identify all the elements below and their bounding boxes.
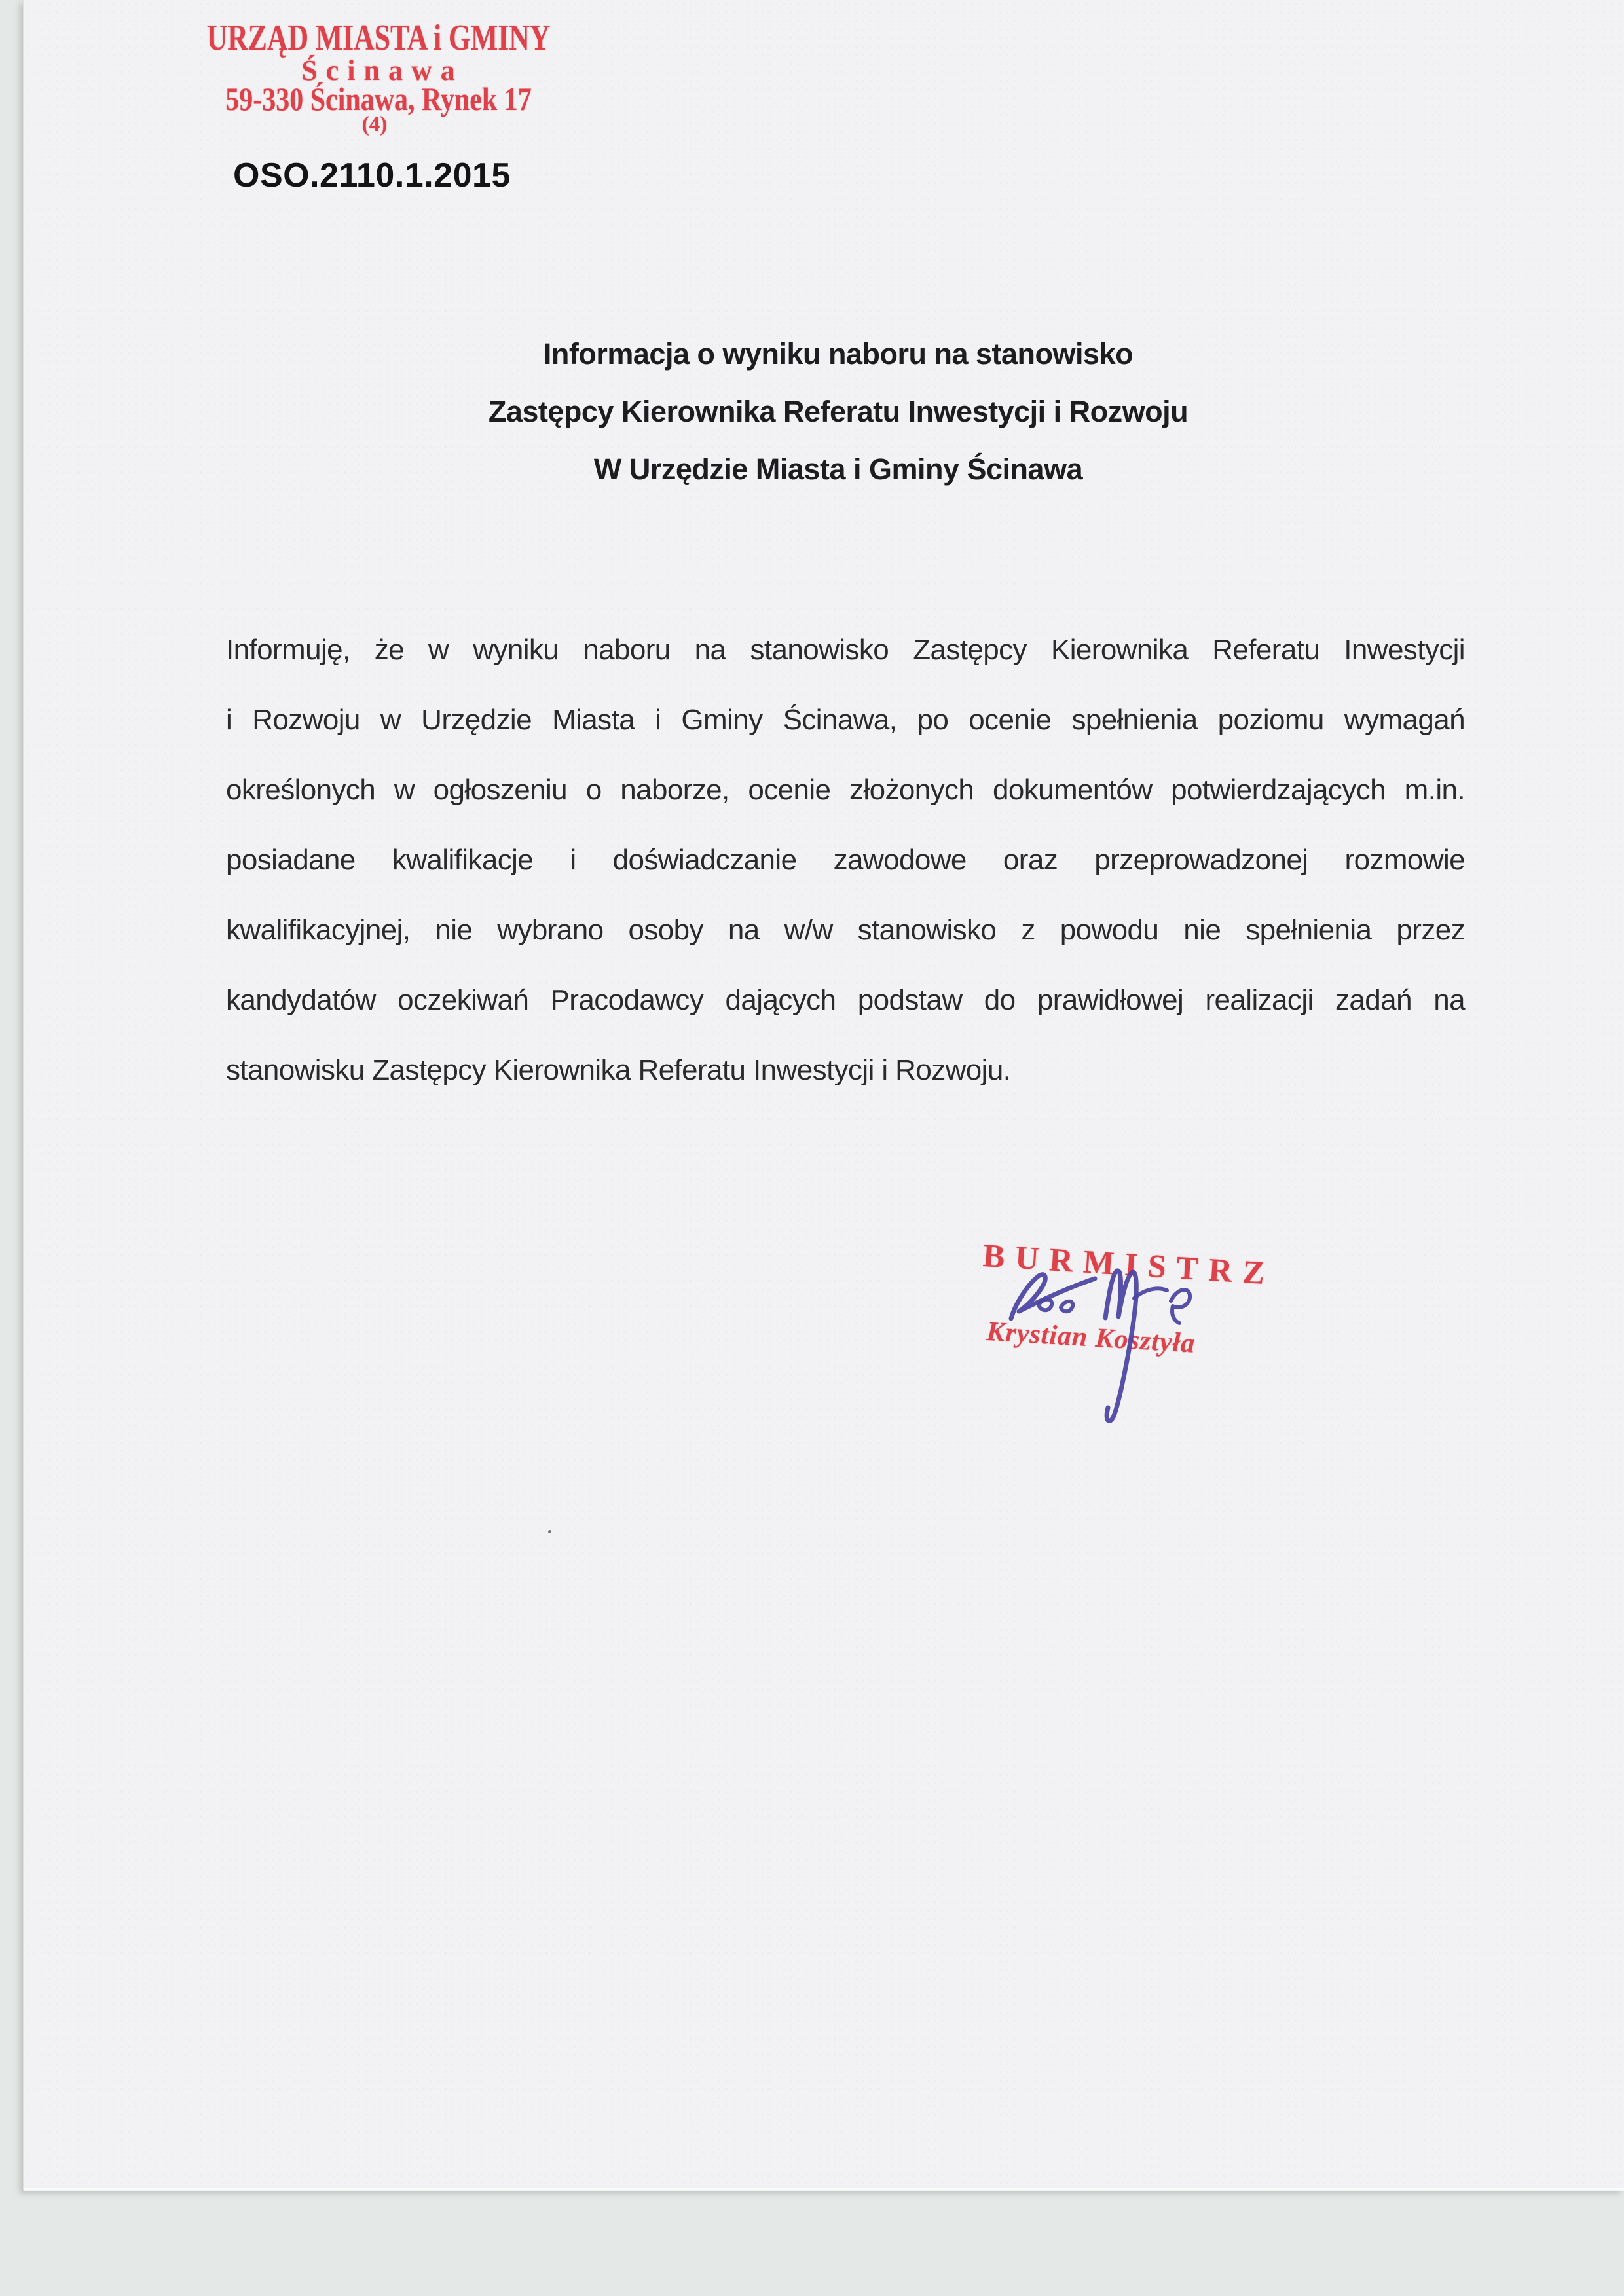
signature-stroke [1105,1271,1136,1421]
stamp-city: Ścinawa [301,54,464,86]
handwritten-signature-icon [995,1254,1211,1430]
signature-stroke [1134,1288,1190,1323]
body-line: Informuję, że w wyniku naboru na stanowisko Zastępcy Kierownika Referatu Inwestycji [226,634,1465,666]
body-line: określonych w ogłoszeniu o naborze, ocenie złożonych dokumentów potwierdzających m.in. [226,774,1465,806]
body-line: kandydatów oczekiwań Pracodawcy dających podstaw do prawidłowej realizacji zadań na [226,984,1465,1016]
signature-stroke [1011,1275,1095,1319]
mayor-name-stamp: Krystian Kosztyła [986,1316,1196,1359]
title-line: W Urzędzie Miasta i Gminy Ścinawa [593,452,1083,486]
stamp-address: 59-330 Ścinawa, Rynek 17 [225,81,532,117]
body-line: i Rozwoju w Urzędzie Miasta i Gminy Ścinawa, po ocenie spełnienia poziomu wymagań [226,704,1465,736]
signature-stroke [1039,1300,1073,1312]
stamp-office-name: URZĄD MIASTA i GMINY [206,18,551,58]
reference-number: OSO.2110.1.2015 [233,156,511,194]
stamp-number: (4) [361,113,388,136]
ink-speck [548,1530,551,1533]
body-line: stanowisku Zastępcy Kierownika Referatu Inwestycji i Rozwoju. [226,1054,1011,1086]
title-line: Informacja o wyniku naboru na stanowisko [543,337,1134,371]
document-title [226,325,1450,498]
body-line: posiadane kwalifikacje i doświadczanie zawodowe oraz przeprowadzonej rozmowie [226,844,1465,876]
burmistrz-title-stamp: BURMISTRZ [982,1236,1276,1292]
title-line: Zastępcy Kierownika Referatu Inwestycji i Rozwoju [488,395,1189,428]
body-line: kwalifikacyjnej, nie wybrano osoby na w/w stanowisko z powodu nie spełnienia przez [226,914,1465,946]
body-paragraph [226,615,1465,1105]
